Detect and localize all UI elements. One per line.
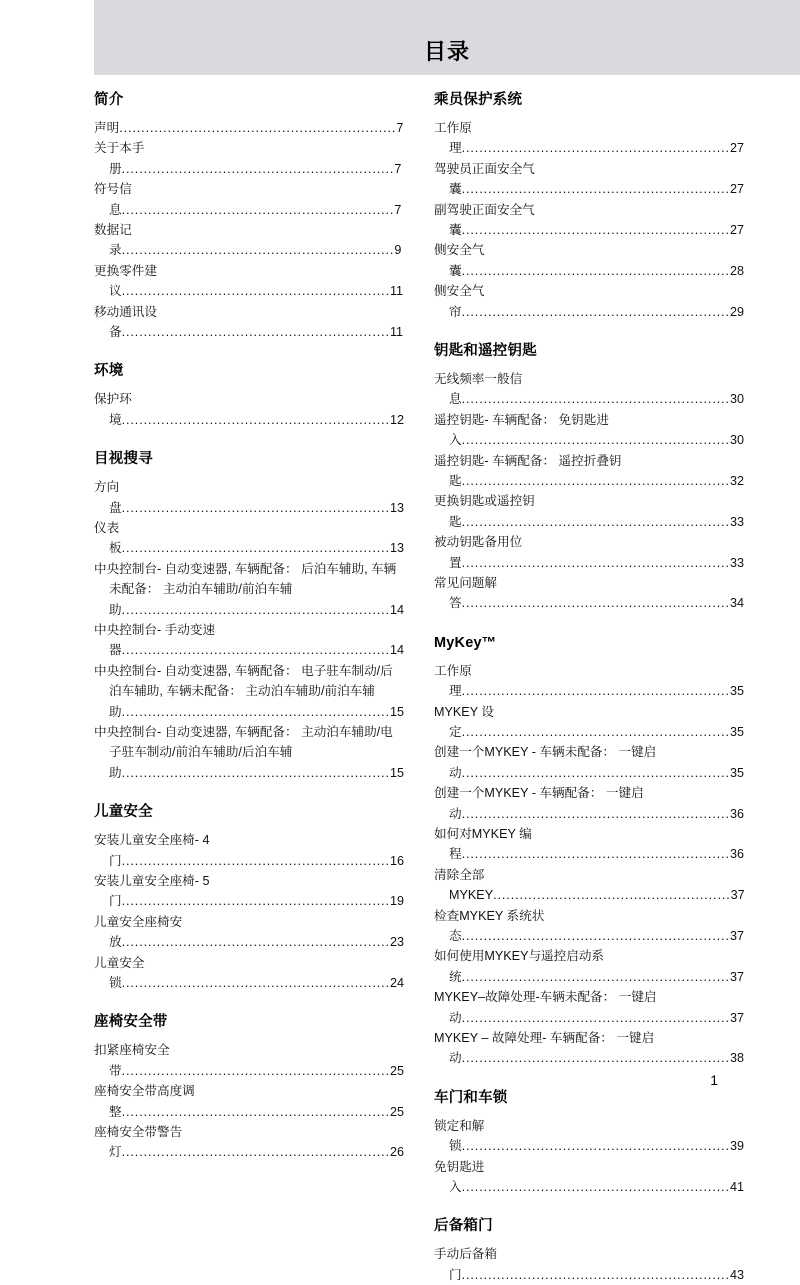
toc-entry[interactable]	[434, 1244, 747, 1285]
toc-entry[interactable]	[94, 620, 404, 661]
toc-entry-label: 常见问题解答	[434, 576, 497, 611]
toc-section-title: 钥匙和遥控钥匙	[434, 343, 537, 359]
toc-section	[94, 1015, 404, 1162]
toc-section	[94, 93, 404, 342]
toc-dot-leader: .............................................................	[461, 1180, 730, 1195]
toc-dot-leader: .............................................................	[121, 704, 390, 719]
toc-page-number: 29	[729, 304, 744, 319]
toc-entry[interactable]	[94, 179, 404, 220]
toc-dot-leader: .............................................................	[461, 555, 730, 570]
toc-section-title: 座椅安全带	[94, 1014, 168, 1031]
toc-page-number: 23	[389, 935, 404, 950]
toc-page-number: 19	[389, 894, 404, 909]
toc-dot-leader: .............................................................	[461, 141, 730, 156]
toc-entry-label: 方向盘	[94, 480, 122, 515]
toc-entry[interactable]	[434, 1028, 747, 1069]
toc-entry[interactable]	[434, 865, 747, 906]
toc-dot-leader: .............................................................	[461, 514, 730, 529]
toc-dot-leader: ..............................................................	[121, 243, 395, 258]
toc-dot-leader: .............................................................	[461, 969, 730, 984]
toc-entry[interactable]	[434, 742, 747, 783]
toc-entry-label: 中央控制台- 自动变速器, 车辆配备： 电子驻车制动/后泊车辅助, 车辆未配备： 主动泊车辅助/前泊车辅助	[94, 663, 393, 719]
toc-entry[interactable]	[434, 1157, 747, 1198]
toc-entry[interactable]	[434, 946, 747, 987]
toc-dot-leader: .............................................................	[121, 412, 390, 427]
toc-page-number: 39	[729, 1139, 744, 1154]
toc-entry-label: 遥控钥匙- 车辆配备： 遥控折叠钥匙	[434, 453, 622, 488]
toc-entry-label: 如何对MYKEY 编程	[434, 827, 532, 862]
toc-entry[interactable]	[94, 722, 404, 783]
toc-page-number: 25	[389, 1104, 404, 1119]
toc-section-title: 乘员保护系统	[434, 92, 523, 108]
toc-section-title: 儿童安全	[94, 804, 153, 821]
toc-dot-leader: .............................................................	[461, 222, 730, 237]
toc-entry-label: 驾驶员正面安全气囊	[434, 161, 535, 197]
toc-entry[interactable]	[434, 906, 747, 947]
toc-section	[94, 805, 404, 993]
toc-entry-label: 声明	[94, 120, 120, 135]
toc-column-right	[434, 93, 747, 1285]
toc-dot-leader: .............................................................	[461, 392, 730, 407]
toc-entry-label: 儿童安全锁	[94, 955, 145, 990]
toc-entry[interactable]	[434, 702, 747, 743]
toc-entry-label: 手动后备箱门	[434, 1247, 497, 1282]
toc-entry-label: 副驾驶正面安全气囊	[434, 202, 535, 237]
toc-entry-label: 无线频率一般信息	[434, 371, 523, 407]
toc-entry-label: 数据记录	[94, 222, 132, 258]
toc-dot-leader: .............................................................	[461, 596, 730, 611]
toc-page-number: 36	[729, 806, 744, 821]
page-title: 目录	[423, 39, 470, 64]
toc-entry[interactable]	[434, 532, 747, 573]
toc-entry-label: 工作原理	[434, 663, 472, 699]
toc-page-number: 7	[394, 161, 402, 176]
toc-entry[interactable]	[94, 912, 404, 953]
toc-entry[interactable]	[434, 987, 747, 1028]
toc-entry[interactable]	[434, 159, 747, 200]
toc-dot-leader: .............................................................	[461, 765, 730, 780]
toc-dot-leader: .............................................................	[121, 541, 390, 556]
toc-page-number: 27	[729, 141, 744, 156]
toc-entry[interactable]	[94, 830, 404, 871]
toc-entry-label: 保护环境	[94, 392, 132, 427]
toc-dot-leader: .............................................................	[461, 263, 730, 278]
toc-entry-label: 如何使用MYKEY与遥控启动系统	[434, 949, 605, 984]
toc-entry[interactable]	[94, 138, 404, 179]
toc-entry[interactable]	[94, 559, 404, 620]
toc-entry-label: 清除全部MYKEY	[434, 867, 494, 903]
toc-entry-label: 中央控制台- 自动变速器, 车辆配备： 后泊车辅助, 车辆未配备： 主动泊车辅助/前泊车辅助	[94, 561, 397, 617]
toc-section-title: 后备箱门	[434, 1218, 493, 1235]
toc-entry[interactable]	[94, 220, 404, 261]
toc-section-title: 车门和车锁	[434, 1089, 508, 1106]
toc-entry-label: 侧安全气帘	[434, 284, 485, 319]
toc-entry-label: 中央控制台- 自动变速器, 车辆配备： 主动泊车辅助/电子驻车制动/前泊车辅助/后泊车辅助	[94, 724, 393, 780]
toc-section-title: 目视搜寻	[94, 451, 153, 468]
toc-entry-label: 免钥匙进入	[434, 1159, 485, 1195]
toc-entry-label: 仪表板	[94, 520, 122, 556]
toc-dot-leader: .............................................................	[461, 1051, 730, 1066]
toc-dot-leader: ..............................................................	[121, 202, 395, 217]
toc-entry-label: 座椅安全带高度调整	[94, 1084, 195, 1119]
toc-page-number: 13	[389, 541, 404, 556]
toc-dot-leader: .............................................................	[121, 1063, 390, 1078]
toc-entry[interactable]	[94, 389, 404, 430]
toc-entry[interactable]	[434, 491, 747, 532]
toc-dot-leader: ......................................................	[493, 888, 731, 903]
toc-entry-label: MYKEY–故障处理-车辆未配备： 一键启动	[434, 990, 657, 1025]
toc-page-number: 35	[729, 765, 744, 780]
toc-section-title: MyKey™	[434, 634, 497, 651]
toc-dot-leader: .............................................................	[461, 1139, 730, 1154]
toc-section	[434, 1091, 747, 1198]
toc-page-number: 36	[729, 847, 744, 862]
toc-page-number: 37	[729, 969, 744, 984]
toc-page-number: 30	[729, 433, 744, 448]
toc-section	[434, 93, 747, 322]
toc-entry[interactable]	[434, 281, 747, 322]
toc-entry[interactable]	[434, 410, 747, 451]
toc-dot-leader: ...............................................................	[119, 120, 397, 135]
toc-page-number: 11	[389, 325, 404, 339]
toc-dot-leader: .............................................................	[121, 643, 390, 658]
toc-dot-leader: .............................................................	[121, 284, 390, 299]
toc-dot-leader: .............................................................	[121, 853, 390, 868]
toc-section-title: 环境	[94, 363, 124, 380]
toc-dot-leader: .............................................................	[461, 1010, 730, 1025]
toc-page-number: 9	[394, 243, 402, 258]
toc-entry[interactable]	[94, 477, 404, 518]
toc-entry[interactable]	[434, 369, 747, 410]
toc-entry-label: MYKEY 设定	[434, 704, 494, 739]
toc-entry-label: 侧安全气囊	[434, 243, 485, 278]
toc-entry-label: MYKEY – 故障处理- 车辆配备： 一键启动	[434, 1031, 655, 1066]
toc-entry-label: 符号信息	[94, 182, 132, 217]
toc-entry-label: 更换钥匙或遥控钥匙	[434, 494, 535, 529]
toc-entry[interactable]	[94, 661, 404, 722]
toc-dot-leader: .............................................................	[121, 325, 390, 339]
page-number-footer: 1	[710, 1072, 718, 1088]
toc-dot-leader: .............................................................	[461, 684, 730, 699]
toc-entry-label: 儿童安全座椅安放	[94, 914, 183, 950]
toc-page-number: 13	[389, 500, 404, 515]
toc-page-number: 35	[729, 684, 744, 699]
toc-dot-leader: .............................................................	[121, 500, 390, 515]
toc-page-number: 25	[389, 1063, 404, 1078]
toc-entry-label: 遥控钥匙- 车辆配备： 免钥匙进入	[434, 412, 609, 448]
toc-entry-label: 安装儿童安全座椅- 4门	[94, 833, 210, 868]
toc-page-number: 41	[729, 1180, 744, 1195]
page-header-band	[94, 0, 800, 75]
toc-page-number: 37	[729, 1010, 744, 1025]
toc-dot-leader: .............................................................	[121, 1145, 390, 1160]
toc-entry-label: 座椅安全带警告灯	[94, 1124, 183, 1160]
toc-dot-leader: .............................................................	[461, 1267, 730, 1282]
toc-entry-label: 移动通讯设备	[94, 304, 157, 339]
toc-dot-leader: .............................................................	[461, 847, 730, 862]
toc-section	[94, 364, 404, 430]
toc-page-number: 15	[389, 704, 404, 719]
toc-entry[interactable]	[434, 200, 747, 241]
toc-page-number: 16	[389, 853, 404, 868]
toc-entry-label: 关于本手册	[94, 141, 145, 176]
toc-page-number: 33	[729, 514, 744, 529]
toc-dot-leader: .............................................................	[461, 182, 730, 197]
toc-entry[interactable]	[94, 118, 404, 138]
toc-entry[interactable]	[94, 953, 404, 994]
toc-dot-leader: .............................................................	[461, 433, 730, 448]
toc-page-number: 32	[729, 473, 744, 488]
toc-page-number: 28	[729, 263, 744, 278]
toc-page-number: 12	[389, 412, 404, 427]
toc-dot-leader: .............................................................	[121, 975, 390, 990]
toc-dot-leader: ..............................................................	[121, 161, 395, 176]
toc-page-number: 27	[729, 182, 744, 197]
toc-dot-leader: .............................................................	[461, 724, 730, 739]
toc-dot-leader: .............................................................	[461, 806, 730, 821]
toc-entry-label: 工作原理	[434, 120, 472, 156]
toc-dot-leader: .............................................................	[461, 929, 730, 944]
toc-entry-label: 扣紧座椅安全带	[94, 1043, 170, 1078]
toc-dot-leader: .............................................................	[121, 765, 390, 780]
toc-entry-label: 检查MYKEY 系统状态	[434, 908, 545, 944]
toc-entry[interactable]	[94, 871, 404, 912]
toc-entry-label: 中央控制台- 手动变速器	[94, 622, 216, 658]
toc-page-number: 24	[389, 975, 404, 990]
toc-dot-leader: .............................................................	[121, 602, 390, 617]
toc-entry[interactable]	[434, 783, 747, 824]
toc-section	[434, 1219, 747, 1285]
toc-page-number: 14	[389, 643, 404, 658]
toc-entry-label: 创建一个MYKEY - 车辆未配备： 一键启动	[434, 745, 657, 780]
toc-entry[interactable]	[434, 824, 747, 865]
toc-section	[94, 452, 404, 783]
toc-entry[interactable]	[94, 261, 404, 302]
toc-entry[interactable]	[94, 302, 404, 343]
toc-page-number: 7	[396, 120, 404, 135]
toc-page-number: 37	[729, 929, 744, 944]
toc-entry-label: 创建一个MYKEY - 车辆配备： 一键启动	[434, 786, 644, 821]
toc-page-number: 43	[729, 1267, 744, 1282]
toc-entry-label: 被动钥匙备用位置	[434, 535, 523, 570]
toc-page-number: 35	[729, 724, 744, 739]
toc-entry[interactable]	[94, 518, 404, 559]
toc-entry[interactable]	[434, 451, 747, 492]
toc-page-number: 38	[729, 1051, 744, 1066]
toc-entry[interactable]	[94, 1122, 404, 1163]
toc-page-number: 14	[389, 602, 404, 617]
toc-dot-leader: .............................................................	[121, 935, 390, 950]
toc-dot-leader: .............................................................	[461, 473, 730, 488]
toc-page-number: 7	[394, 202, 402, 217]
toc-entry[interactable]	[434, 118, 747, 159]
toc-page-number: 30	[729, 392, 744, 407]
toc-page-number: 26	[389, 1145, 404, 1160]
toc-entry[interactable]	[434, 573, 747, 614]
toc-entry-label: 锁定和解锁	[434, 1118, 485, 1154]
toc-page-number: 37	[730, 888, 745, 903]
toc-entry[interactable]	[434, 240, 747, 281]
toc-section-title: 简介	[94, 92, 124, 108]
toc-dot-leader: .............................................................	[121, 894, 390, 909]
toc-page-number: 11	[389, 284, 404, 299]
toc-page-number: 33	[729, 555, 744, 570]
toc-dot-leader: .............................................................	[121, 1104, 390, 1119]
toc-entry[interactable]	[434, 661, 747, 702]
toc-entry-label: 安装儿童安全座椅- 5门	[94, 873, 210, 909]
toc-section	[434, 344, 747, 614]
toc-column-left	[94, 93, 404, 1163]
toc-page-number: 15	[389, 765, 404, 780]
toc-entry-label: 更换零件建议	[94, 263, 157, 299]
toc-page-number: 34	[729, 596, 744, 611]
toc-section	[434, 636, 747, 1069]
toc-dot-leader: .............................................................	[461, 304, 730, 319]
toc-page-number: 27	[729, 222, 744, 237]
